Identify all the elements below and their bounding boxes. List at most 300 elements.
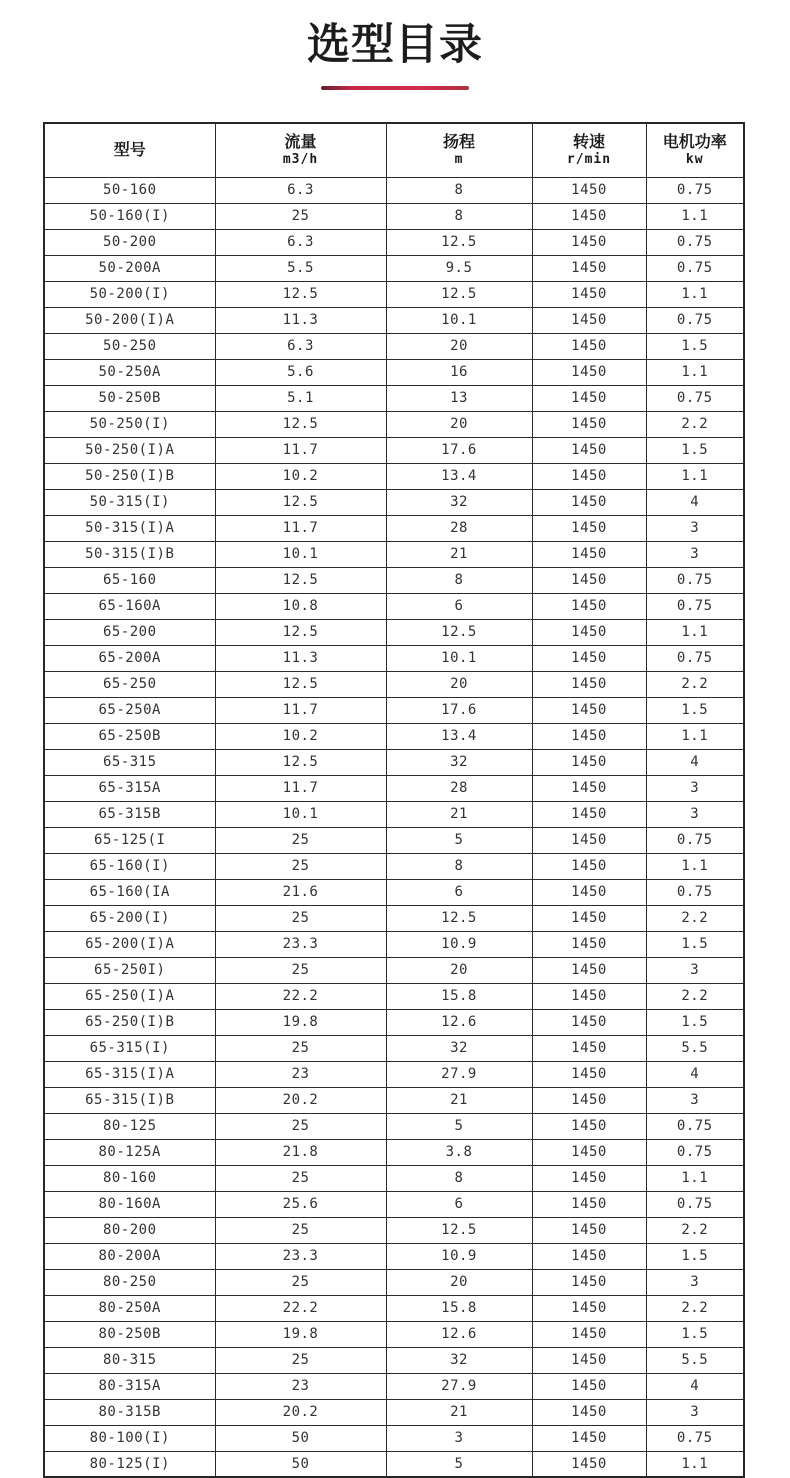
table-row [44,359,744,385]
cell-power: 1.1 [646,359,744,385]
cell-head: 20 [386,333,532,359]
cell-speed: 1450 [532,671,646,697]
table-row [44,983,744,1009]
cell-model: 80-160A [44,1191,215,1217]
cell-head: 17.6 [386,437,532,463]
cell-model: 50-250A [44,359,215,385]
cell-head: 8 [386,853,532,879]
cell-speed: 1450 [532,957,646,983]
cell-power: 5.5 [646,1035,744,1061]
cell-model: 65-250 [44,671,215,697]
cell-speed: 1450 [532,411,646,437]
cell-speed: 1450 [532,1035,646,1061]
cell-power: 0.75 [646,307,744,333]
cell-power: 0.75 [646,385,744,411]
title-underline-accent [321,86,469,90]
cell-model: 65-315 [44,749,215,775]
cell-model: 50-200(I) [44,281,215,307]
cell-speed: 1450 [532,567,646,593]
cell-power: 0.75 [646,645,744,671]
cell-speed: 1450 [532,1009,646,1035]
cell-flow: 11.3 [215,307,386,333]
table-header-row [44,123,744,177]
cell-power: 3 [646,1399,744,1425]
table-row [44,1295,744,1321]
cell-head: 28 [386,775,532,801]
cell-speed: 1450 [532,697,646,723]
cell-speed: 1450 [532,307,646,333]
cell-speed: 1450 [532,1269,646,1295]
cell-head: 21 [386,1087,532,1113]
cell-model: 80-315A [44,1373,215,1399]
cell-head: 32 [386,1035,532,1061]
cell-flow: 5.5 [215,255,386,281]
cell-speed: 1450 [532,463,646,489]
cell-flow: 25 [215,1217,386,1243]
cell-flow: 25 [215,1113,386,1139]
cell-head: 32 [386,1347,532,1373]
cell-power: 1.5 [646,697,744,723]
cell-speed: 1450 [532,1321,646,1347]
cell-head: 27.9 [386,1061,532,1087]
cell-model: 65-315A [44,775,215,801]
cell-model: 65-250I) [44,957,215,983]
cell-model: 50-200A [44,255,215,281]
table-row [44,1321,744,1347]
cell-speed: 1450 [532,749,646,775]
cell-head: 13 [386,385,532,411]
cell-model: 50-160(I) [44,203,215,229]
cell-head: 21 [386,1399,532,1425]
cell-flow: 12.5 [215,411,386,437]
cell-head: 16 [386,359,532,385]
cell-speed: 1450 [532,645,646,671]
cell-model: 65-315(I) [44,1035,215,1061]
table-row [44,1191,744,1217]
cell-head: 13.4 [386,723,532,749]
cell-model: 50-315(I)B [44,541,215,567]
cell-power: 1.1 [646,1165,744,1191]
cell-model: 80-250 [44,1269,215,1295]
table-row [44,177,744,203]
cell-speed: 1450 [532,1399,646,1425]
table-row [44,1217,744,1243]
cell-flow: 11.7 [215,515,386,541]
cell-flow: 25 [215,1035,386,1061]
cell-model: 80-160 [44,1165,215,1191]
cell-flow: 12.5 [215,619,386,645]
cell-power: 1.1 [646,203,744,229]
cell-flow: 11.7 [215,437,386,463]
cell-power: 0.75 [646,827,744,853]
cell-model: 65-250B [44,723,215,749]
cell-model: 80-250B [44,1321,215,1347]
cell-speed: 1450 [532,879,646,905]
cell-flow: 12.5 [215,281,386,307]
cell-speed: 1450 [532,437,646,463]
cell-speed: 1450 [532,931,646,957]
table-row [44,567,744,593]
cell-power: 1.1 [646,281,744,307]
col-header-flow-label: 流量 [284,132,317,152]
cell-power: 3 [646,541,744,567]
cell-flow: 25 [215,827,386,853]
cell-flow: 50 [215,1451,386,1477]
cell-flow: 21.6 [215,879,386,905]
cell-power: 4 [646,1061,744,1087]
cell-model: 65-200(I)A [44,931,215,957]
table-row [44,801,744,827]
cell-head: 12.5 [386,905,532,931]
cell-head: 8 [386,177,532,203]
cell-flow: 5.6 [215,359,386,385]
cell-model: 65-160 [44,567,215,593]
cell-speed: 1450 [532,1451,646,1477]
table-row [44,281,744,307]
table-header [44,123,744,177]
cell-power: 3 [646,515,744,541]
table-row [44,853,744,879]
cell-flow: 12.5 [215,671,386,697]
cell-speed: 1450 [532,385,646,411]
cell-power: 1.1 [646,619,744,645]
cell-power: 1.5 [646,1009,744,1035]
cell-speed: 1450 [532,489,646,515]
cell-speed: 1450 [532,541,646,567]
cell-head: 3.8 [386,1139,532,1165]
cell-flow: 12.5 [215,567,386,593]
cell-power: 4 [646,749,744,775]
cell-speed: 1450 [532,775,646,801]
col-header-flow-unit: m3/h [282,152,319,168]
table-row [44,515,744,541]
cell-flow: 12.5 [215,489,386,515]
cell-head: 20 [386,411,532,437]
cell-head: 15.8 [386,983,532,1009]
cell-speed: 1450 [532,1113,646,1139]
cell-flow: 22.2 [215,1295,386,1321]
cell-head: 5 [386,1113,532,1139]
cell-speed: 1450 [532,593,646,619]
cell-speed: 1450 [532,1191,646,1217]
cell-head: 8 [386,203,532,229]
cell-model: 65-160A [44,593,215,619]
cell-head: 32 [386,749,532,775]
table-row [44,489,744,515]
table-row [44,411,744,437]
cell-model: 80-100(I) [44,1425,215,1451]
cell-model: 80-315B [44,1399,215,1425]
table-row [44,749,744,775]
cell-model: 80-200 [44,1217,215,1243]
table-row [44,203,744,229]
cell-head: 10.9 [386,1243,532,1269]
cell-head: 6 [386,879,532,905]
cell-head: 12.5 [386,1217,532,1243]
cell-flow: 25 [215,1347,386,1373]
cell-power: 4 [646,489,744,515]
cell-head: 12.6 [386,1321,532,1347]
cell-head: 12.6 [386,1009,532,1035]
cell-model: 65-315(I)B [44,1087,215,1113]
table-row [44,1425,744,1451]
cell-head: 20 [386,671,532,697]
cell-flow: 10.2 [215,723,386,749]
cell-head: 6 [386,593,532,619]
cell-flow: 25 [215,1165,386,1191]
cell-model: 80-125(I) [44,1451,215,1477]
cell-model: 50-315(I)A [44,515,215,541]
cell-head: 3 [386,1425,532,1451]
cell-model: 50-200(I)A [44,307,215,333]
col-header-power-unit: kw [685,152,704,168]
cell-model: 65-125(I [44,827,215,853]
cell-power: 4 [646,1373,744,1399]
cell-power: 2.2 [646,983,744,1009]
cell-flow: 25 [215,203,386,229]
cell-head: 32 [386,489,532,515]
cell-power: 3 [646,1269,744,1295]
col-header-power-label: 电机功率 [662,132,727,152]
cell-model: 65-160(IA [44,879,215,905]
cell-power: 1.5 [646,931,744,957]
cell-flow: 25 [215,957,386,983]
cell-model: 80-200A [44,1243,215,1269]
cell-head: 15.8 [386,1295,532,1321]
selection-table [43,122,745,1478]
table-row [44,1347,744,1373]
cell-speed: 1450 [532,1295,646,1321]
cell-power: 1.1 [646,463,744,489]
cell-speed: 1450 [532,1373,646,1399]
cell-model: 65-200A [44,645,215,671]
cell-power: 1.5 [646,1243,744,1269]
cell-head: 12.5 [386,281,532,307]
cell-speed: 1450 [532,1165,646,1191]
cell-power: 1.1 [646,853,744,879]
cell-flow: 10.1 [215,801,386,827]
cell-power: 3 [646,775,744,801]
cell-power: 0.75 [646,1139,744,1165]
table-row [44,307,744,333]
table-row [44,229,744,255]
table-row [44,1087,744,1113]
cell-head: 10.1 [386,645,532,671]
cell-head: 5 [386,827,532,853]
cell-speed: 1450 [532,827,646,853]
cell-speed: 1450 [532,1217,646,1243]
cell-head: 27.9 [386,1373,532,1399]
cell-model: 80-125 [44,1113,215,1139]
cell-flow: 25 [215,1269,386,1295]
table-row [44,1399,744,1425]
cell-power: 1.1 [646,1451,744,1477]
cell-model: 65-250(I)A [44,983,215,1009]
cell-model: 50-160 [44,177,215,203]
table-row [44,437,744,463]
cell-flow: 10.2 [215,463,386,489]
cell-model: 80-250A [44,1295,215,1321]
table-row [44,827,744,853]
cell-power: 2.2 [646,671,744,697]
cell-power: 5.5 [646,1347,744,1373]
table-row [44,1061,744,1087]
cell-flow: 25 [215,905,386,931]
cell-model: 50-315(I) [44,489,215,515]
table-row [44,1165,744,1191]
table-row [44,931,744,957]
cell-head: 13.4 [386,463,532,489]
col-header-head-label: 扬程 [442,132,475,152]
cell-head: 17.6 [386,697,532,723]
cell-power: 0.75 [646,593,744,619]
cell-speed: 1450 [532,281,646,307]
cell-model: 65-200(I) [44,905,215,931]
table-row [44,1139,744,1165]
cell-speed: 1450 [532,723,646,749]
cell-speed: 1450 [532,1061,646,1087]
table-row [44,463,744,489]
cell-model: 80-125A [44,1139,215,1165]
cell-power: 3 [646,801,744,827]
table-row [44,1035,744,1061]
cell-power: 1.5 [646,1321,744,1347]
cell-model: 50-200 [44,229,215,255]
cell-power: 0.75 [646,1425,744,1451]
cell-power: 2.2 [646,905,744,931]
table-row [44,957,744,983]
cell-power: 0.75 [646,1191,744,1217]
cell-speed: 1450 [532,1425,646,1451]
cell-power: 1.1 [646,723,744,749]
cell-speed: 1450 [532,801,646,827]
cell-model: 50-250(I)B [44,463,215,489]
cell-speed: 1450 [532,1243,646,1269]
cell-head: 12.5 [386,229,532,255]
cell-speed: 1450 [532,229,646,255]
cell-flow: 10.1 [215,541,386,567]
table-row [44,697,744,723]
table-row [44,1269,744,1295]
cell-model: 50-250(I) [44,411,215,437]
cell-power: 0.75 [646,229,744,255]
cell-power: 1.5 [646,437,744,463]
table-row [44,879,744,905]
cell-power: 0.75 [646,879,744,905]
cell-model: 50-250(I)A [44,437,215,463]
cell-power: 0.75 [646,567,744,593]
col-header-model [44,123,215,177]
cell-flow: 23.3 [215,1243,386,1269]
table-row [44,333,744,359]
col-header-model-label: 型号 [113,140,146,160]
cell-speed: 1450 [532,177,646,203]
cell-flow: 25.6 [215,1191,386,1217]
cell-head: 5 [386,1451,532,1477]
cell-speed: 1450 [532,1347,646,1373]
cell-model: 80-315 [44,1347,215,1373]
table-row [44,1009,744,1035]
table-row [44,541,744,567]
cell-flow: 25 [215,853,386,879]
cell-speed: 1450 [532,853,646,879]
cell-head: 9.5 [386,255,532,281]
col-header-speed-label: 转速 [572,132,605,152]
cell-model: 65-315B [44,801,215,827]
table-row [44,255,744,281]
cell-head: 28 [386,515,532,541]
cell-model: 65-250A [44,697,215,723]
cell-speed: 1450 [532,359,646,385]
cell-speed: 1450 [532,983,646,1009]
cell-speed: 1450 [532,515,646,541]
cell-power: 2.2 [646,1217,744,1243]
cell-flow: 6.3 [215,177,386,203]
cell-power: 0.75 [646,177,744,203]
cell-model: 65-160(I) [44,853,215,879]
cell-model: 65-315(I)A [44,1061,215,1087]
cell-power: 3 [646,957,744,983]
cell-flow: 23.3 [215,931,386,957]
table-row [44,593,744,619]
cell-flow: 22.2 [215,983,386,1009]
cell-head: 10.1 [386,307,532,333]
cell-flow: 23 [215,1373,386,1399]
cell-head: 12.5 [386,619,532,645]
table-row [44,775,744,801]
cell-head: 8 [386,567,532,593]
cell-power: 0.75 [646,1113,744,1139]
cell-flow: 19.8 [215,1009,386,1035]
table-row [44,1243,744,1269]
cell-flow: 11.3 [215,645,386,671]
cell-head: 10.9 [386,931,532,957]
table-body [44,177,744,1477]
col-header-speed [532,123,646,177]
cell-flow: 23 [215,1061,386,1087]
cell-model: 65-200 [44,619,215,645]
cell-flow: 19.8 [215,1321,386,1347]
cell-model: 50-250B [44,385,215,411]
table-row [44,1373,744,1399]
cell-speed: 1450 [532,1139,646,1165]
cell-power: 0.75 [646,255,744,281]
cell-speed: 1450 [532,905,646,931]
cell-model: 65-250(I)B [44,1009,215,1035]
cell-power: 1.5 [646,333,744,359]
cell-head: 21 [386,541,532,567]
selection-table-wrap [43,122,743,1478]
cell-model: 50-250 [44,333,215,359]
cell-power: 3 [646,1087,744,1113]
table-row [44,905,744,931]
cell-power: 2.2 [646,1295,744,1321]
cell-head: 8 [386,1165,532,1191]
table-row [44,385,744,411]
cell-flow: 11.7 [215,697,386,723]
cell-head: 20 [386,1269,532,1295]
cell-speed: 1450 [532,619,646,645]
col-header-flow [215,123,386,177]
cell-speed: 1450 [532,255,646,281]
cell-flow: 11.7 [215,775,386,801]
cell-speed: 1450 [532,333,646,359]
cell-flow: 6.3 [215,333,386,359]
table-row [44,1451,744,1477]
cell-flow: 10.8 [215,593,386,619]
col-header-power [646,123,744,177]
cell-speed: 1450 [532,1087,646,1113]
